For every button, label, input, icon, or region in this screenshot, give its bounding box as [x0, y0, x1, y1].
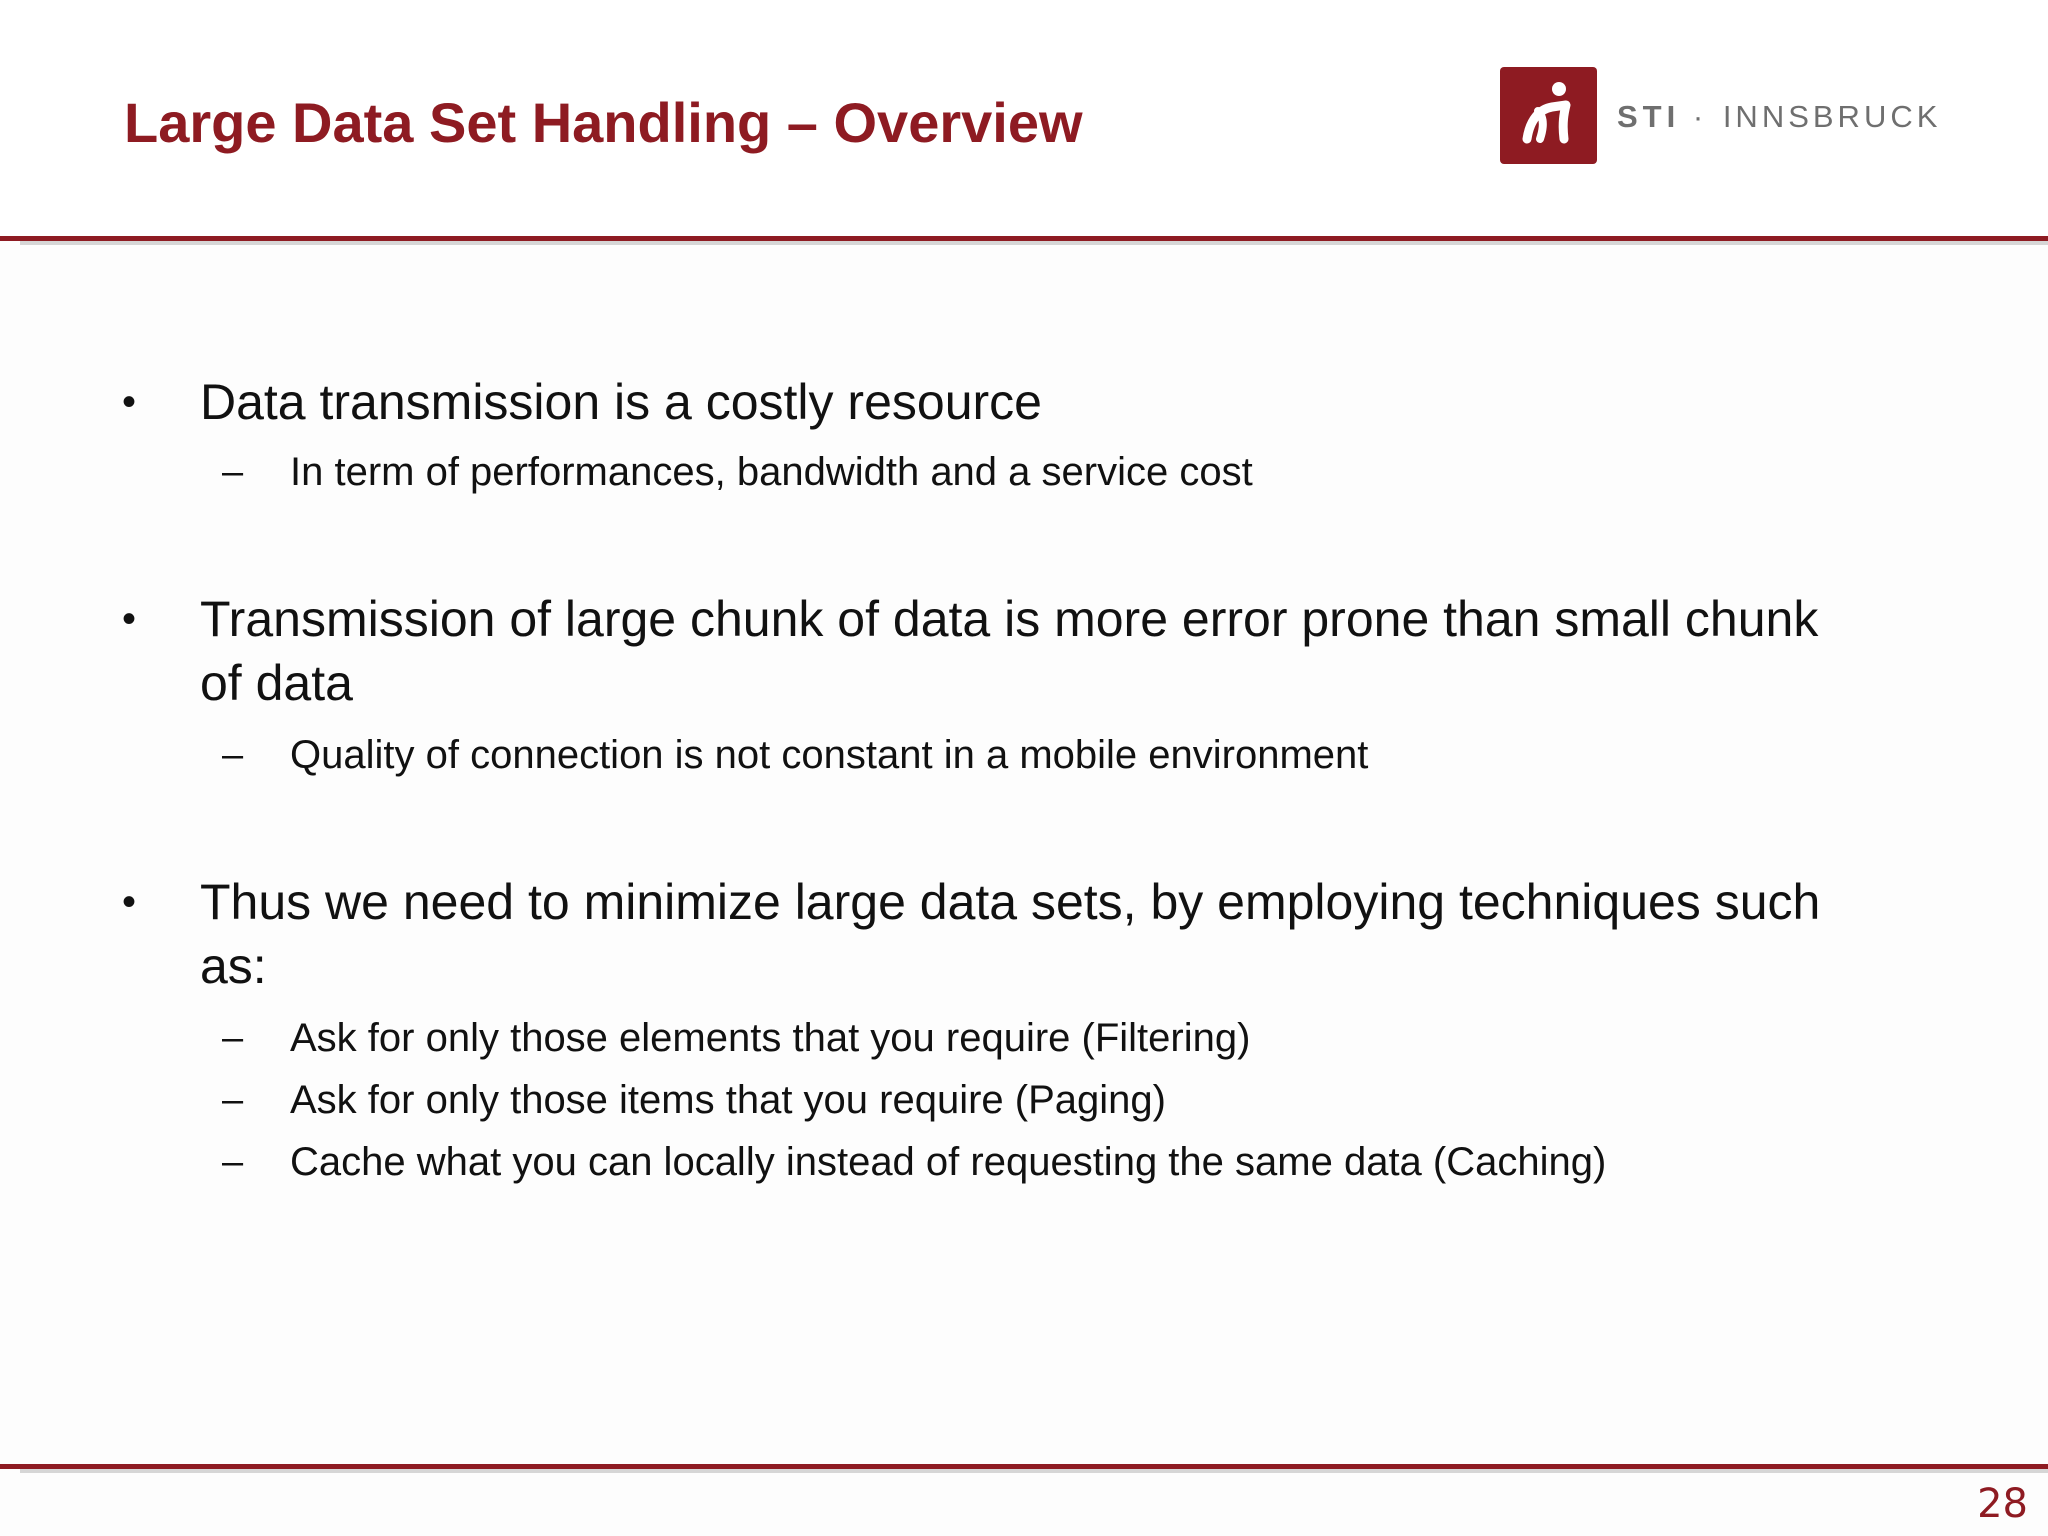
- logo-location: INNSBRUCK: [1722, 99, 1942, 134]
- bullet-text: Thus we need to minimize large data sets, by employing techniques such as:: [200, 874, 1821, 994]
- sub-bullet-text: Cache what you can locally instead of requesting the same data (Caching): [290, 1140, 1607, 1184]
- sti-innsbruck-logo: [1500, 67, 1942, 167]
- sub-bullet-3-2: [0, 1070, 2048, 1130]
- sub-bullet-marker: –: [222, 1079, 244, 1121]
- sub-bullet-text: Quality of connection is not constant in a mobile environment: [290, 733, 1369, 777]
- bullet-text: Transmission of large chunk of data is more error prone than small chunk of data: [200, 591, 1819, 711]
- bullet-marker: •: [122, 880, 137, 924]
- logo-separator: ·: [1692, 99, 1708, 134]
- header-divider-shadow: [20, 241, 2048, 245]
- sub-bullet-marker: –: [222, 451, 244, 493]
- page-number: 28: [1977, 1481, 2028, 1527]
- sti-logo-background: [1500, 67, 1597, 164]
- sub-bullet-1-1: [0, 442, 2048, 502]
- bullet-text: Data transmission is a costly resource: [200, 374, 1042, 430]
- sub-bullet-marker: –: [222, 1017, 244, 1059]
- sub-bullet-text: Ask for only those elements that you require (Filtering): [290, 1016, 1251, 1060]
- sub-bullet-marker: –: [222, 734, 244, 776]
- sub-bullet-marker: –: [222, 1141, 244, 1183]
- bullet-marker: •: [122, 380, 137, 424]
- sub-bullet-text: In term of performances, bandwidth and a service cost: [290, 450, 1253, 494]
- sti-logo-icon: [1500, 67, 1597, 164]
- bullet-marker: •: [122, 597, 137, 641]
- sub-bullet-3-1: [0, 1008, 2048, 1068]
- logo-brand: STI: [1617, 99, 1681, 134]
- sti-logo-dot: [1552, 82, 1566, 96]
- sub-bullet-2-1: [0, 725, 2048, 785]
- slide-header: [0, 0, 2048, 238]
- sub-bullet-3-3: [0, 1132, 2048, 1192]
- sti-logo-glyph: [1500, 67, 1597, 164]
- footer-divider-shadow: [20, 1469, 2048, 1473]
- slide-title: Large Data Set Handling – Overview: [124, 91, 1083, 154]
- logo-wordmark: [1617, 99, 1941, 135]
- sub-bullet-text: Ask for only those items that you require (Paging): [290, 1078, 1166, 1122]
